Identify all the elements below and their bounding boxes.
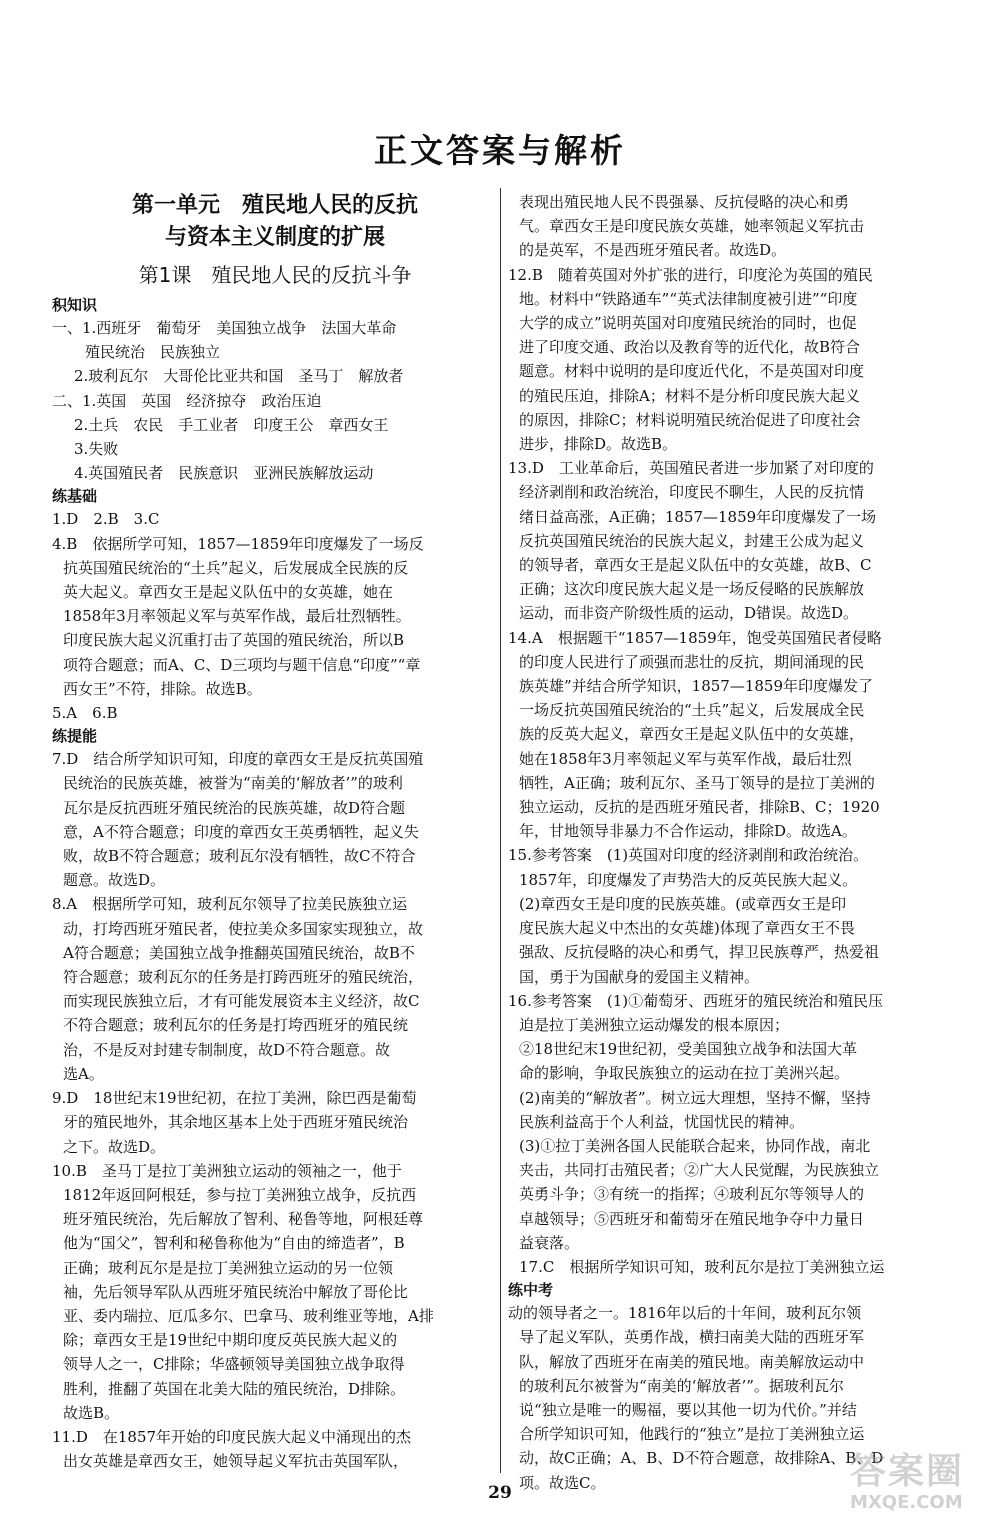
answer-line: 表现出殖民地人民不畏强暴、反抗侵略的决心和勇	[519, 193, 850, 211]
answer-line: 牙的殖民地外，其余地区基本上处于西班牙殖民统治	[63, 1113, 409, 1132]
answer-line: 7.D 结合所学知识可知，印度的章西女王是反抗英国殖	[52, 750, 424, 769]
answer-line: 17.C 根据所学知识可知，玻利瓦尔是拉丁美洲独立运	[519, 1257, 885, 1276]
answer-line: 经济剥削和政治统治，印度民不聊生，人民的反抗情	[519, 483, 865, 502]
answer-line: 9.D 18世纪末19世纪初，在拉丁美洲，除巴西是葡萄	[52, 1089, 417, 1108]
answer-line: 她在1858年3月率领起义军与英军作战，最后壮烈	[519, 749, 852, 768]
answer-line: 强敌、反抗侵略的决心和勇气，捍卫民族尊严，热爱祖	[519, 943, 880, 962]
answer-line: 英大起义。章西女王是起义队伍中的女英雄，她在	[63, 583, 394, 602]
answer-line: 印度民族大起义沉重打击了英国的殖民统治，所以B	[63, 631, 405, 650]
answer-line: 殖民统治 民族独立	[85, 343, 221, 362]
answer-line: 正确；玻利瓦尔是是拉丁美洲独立运动的另一位领	[63, 1258, 394, 1277]
answer-line: 亚、委内瑞拉、厄瓜多尔、巴拿马、玻利维亚等地，A排	[63, 1306, 434, 1325]
answer-line: 出女英雄是章西女王，她领导起义军抗击英国军队，	[63, 1452, 409, 1471]
answer-line: 国，勇于为国献身的爱国主义精神。	[519, 967, 760, 986]
answer-line: 年，甘地领导非暴力不合作运动，排除D。故选A。	[519, 822, 857, 841]
answer-line: 3.失败	[74, 440, 119, 459]
watermark-sig: 答案圈	[850, 1451, 965, 1492]
answer-line: 绪日益高涨，A正确；1857—1859年印度爆发了一场	[519, 507, 877, 526]
left-column	[52, 190, 498, 1473]
lesson-title: 第1课 殖民地人民的反抗斗争	[138, 263, 412, 287]
answer-line: 2.玻利瓦尔 大哥伦比亚共和国 圣马丁 解放者	[74, 367, 404, 386]
section-heading-zhongkao: 练中考	[508, 1281, 554, 1300]
watermark-url: MXQE.COM	[850, 1492, 963, 1513]
answer-line: 的原因，排除C；材料说明殖民统治促进了印度社会	[519, 410, 861, 429]
answer-line: 2.土兵 农民 手工业者 印度王公 章西女王	[74, 415, 389, 434]
answer-line: 不符合题意；玻利瓦尔的任务是打垮西班牙的殖民统	[63, 1016, 409, 1035]
answer-line: 选A。	[63, 1064, 104, 1083]
answer-line: 动，故C正确；A、B、D不符合题意，故排除A、B、D	[519, 1449, 884, 1468]
answer-line: 民族利益高于个人利益，忧国忧民的精神。	[519, 1112, 805, 1131]
answer-line: 领导人之一，C排除；华盛顿领导美国独立战争取得	[63, 1355, 405, 1374]
answer-line: 度民族大起义中杰出的女英雄)体现了章西女王不畏	[519, 919, 855, 938]
unit-title-line-2: 与资本主义制度的扩展	[164, 225, 385, 250]
answer-line: 反抗英国殖民统治的民族大起义，封建王公成为起义	[519, 531, 865, 550]
section-heading-jichu: 练基础	[52, 487, 98, 506]
answer-line: 西女王”不符，排除。故选B。	[63, 679, 262, 698]
answer-line: 抗英国殖民统治的“土兵”起义，后发展成全民族的反	[63, 558, 409, 577]
answer-line: 意，A不符合题意；印度的章西女王英勇牺牲，起义失	[63, 822, 419, 841]
answer-line: 二、1.英国 英国 经济掠夺 政治压迫	[52, 391, 322, 410]
answer-line: 地。材料中“铁路通车”“英式法律制度被引进”“印度	[519, 289, 858, 308]
right-column	[508, 190, 954, 1495]
answer-line: 14.A 根据题干“1857—1859年，饱受英国殖民者侵略	[508, 628, 882, 647]
answer-line: 进了印度交通、政治以及教育等的近代化，故B符合	[519, 338, 861, 357]
answer-line: 5.A 6.B	[52, 704, 118, 723]
page-number: 29	[488, 1483, 512, 1503]
answer-line: 1812年返回阿根廷，参与拉丁美洲独立战争，反抗西	[63, 1185, 417, 1204]
answer-line: 10.B 圣马丁是拉丁美洲独立运动的领袖之一，他于	[52, 1161, 402, 1180]
column-divider	[500, 188, 501, 1473]
answer-line: 的玻利瓦尔被誉为“南美的‘解放者’”。据玻利瓦尔	[519, 1376, 844, 1395]
answer-line: 气。章西女王是印度民族女英雄，她率领起义军抗击	[519, 217, 865, 236]
answer-line: 4.英国殖民者 民族意识 亚洲民族解放运动	[74, 464, 374, 483]
answer-line: 益衰落。	[519, 1233, 580, 1252]
answer-line: 1858年3月率领起义军与英军作战，最后壮烈牺牲。	[63, 607, 411, 626]
answer-line: 故选B。	[63, 1403, 120, 1422]
answer-line: 15.参考答案 (1)英国对印度的经济剥削和政治统治。	[508, 846, 869, 865]
answer-line: 之下。故选D。	[63, 1137, 166, 1156]
answer-line: 而实现民族独立后，才有可能发展资本主义经济，故C	[63, 992, 420, 1011]
answer-line: ②18世纪末19世纪初，受美国独立战争和法国大革	[519, 1040, 858, 1059]
watermark-logo	[850, 1452, 1000, 1518]
answer-line: 1.D 2.B 3.C	[52, 510, 160, 529]
answer-line: 除；章西女王是19世纪中期印度反英民族大起义的	[63, 1331, 398, 1350]
answer-line: 动，打垮西班牙殖民者，使拉美众多国家实现独立，故	[63, 919, 424, 938]
answer-line: 一场反抗英国殖民统治的“土兵”起义，后发展成全民	[519, 701, 865, 720]
unit-title-line-1: 第一单元 殖民地人民的反抗	[131, 193, 418, 218]
answer-line: 合所学知识可知，他践行的“独立”是拉丁美洲独立运	[519, 1425, 865, 1444]
answer-line: 的殖民压迫，排除A；材料不是分析印度民族大起义	[519, 386, 860, 405]
answer-line: 的是英军，不是西班牙殖民者。故选D。	[519, 241, 787, 260]
answer-line: 13.D 工业革命后，英国殖民者进一步加紧了对印度的	[508, 459, 874, 478]
answer-line: 族的反英大起义，章西女王是起义队伍中的女英雄，	[519, 725, 865, 744]
answer-line: 独立运动，反抗的是西班牙殖民者，排除B、C；1920	[519, 798, 880, 817]
section-heading-tineng: 练提能	[52, 727, 98, 746]
answer-line: 牺牲，A正确；玻利瓦尔、圣马丁领导的是拉丁美洲的	[519, 773, 875, 792]
answer-line: 12.B 随着英国对外扩张的进行，印度沦为英国的殖民	[508, 265, 873, 284]
answer-line: 16.参考答案 (1)①葡萄牙、西班牙的殖民统治和殖民压	[508, 991, 884, 1010]
answer-line: 民统治的民族英雄，被誉为“南美的‘解放者’”的玻利	[63, 774, 403, 793]
answer-line: 迫是拉丁美洲独立运动爆发的根本原因；	[519, 1015, 790, 1034]
section-heading-jizhishi: 积知识	[52, 296, 98, 314]
answer-line: (2)章西女王是印度的民族英雄。(或章西女王是印	[519, 894, 847, 913]
answer-line: 袖，先后领导军队从西班牙殖民统治中解放了哥伦比	[63, 1282, 409, 1301]
answer-line: (3)①拉丁美洲各国人民能联合起来，协同作战，南北	[519, 1136, 871, 1155]
answer-line: 符合题意；玻利瓦尔的任务是打跨西班牙的殖民统治，	[63, 968, 424, 987]
answer-line: 题意。材料中说明的是印度近代化，不是英国对印度	[519, 362, 865, 381]
answer-line: 命的影响，争取民族独立的运动在拉丁美洲兴起。	[519, 1064, 850, 1083]
answer-line: 夹击，共同打击殖民者；②广大人民觉醒，为民族独立	[519, 1161, 880, 1180]
answer-line: 8.A 根据所学可知，玻利瓦尔领导了拉美民族独立运	[52, 895, 408, 914]
answer-line: 运动，而非资产阶级性质的运动，D错误。故选D。	[519, 604, 859, 623]
answer-line: 瓦尔是反抗西班牙殖民统治的民族英雄，故D符合题	[63, 798, 406, 817]
answer-line: 班牙殖民统治，先后解放了智利、秘鲁等地，阿根廷尊	[63, 1210, 424, 1229]
answer-line: 一、1.西班牙 葡萄牙 美国独立战争 法国大革命	[52, 319, 397, 337]
answer-line: 导了起义军队，英勇作战，横扫南美大陆的西班牙军	[519, 1328, 865, 1347]
answer-line: 题意。故选D。	[63, 871, 166, 890]
page-title: 正文答案与解析	[374, 131, 626, 170]
answer-line: 4.B 依据所学可知，1857—1859年印度爆发了一场反	[52, 534, 424, 553]
answer-line: 项。故选C。	[519, 1473, 606, 1492]
answer-line: 说“独立是唯一的赐福，要以其他一切为代价。”并结	[519, 1400, 857, 1419]
answer-line: 败，故B不符合题意；玻利瓦尔没有牺牲，故C不符合	[63, 847, 416, 866]
answer-line: 正确；这次印度民族大起义是一场反侵略的民族解放	[519, 580, 865, 599]
answer-line: 大学的成立”说明英国对印度殖民统治的同时，也促	[519, 314, 857, 333]
answer-line: 动的领导者之一。1816年以后的十年间，玻利瓦尔领	[508, 1304, 862, 1323]
answer-line: 1857年，印度爆发了声势浩大的反英民族大起义。	[519, 870, 858, 889]
answer-line: 族英雄”并结合所学知识，1857—1859年印度爆发了	[519, 677, 874, 696]
answer-line: 进步，排除D。故选B。	[519, 435, 678, 454]
answer-line: 队，解放了西班牙在南美的殖民地。南美解放运动中	[519, 1352, 865, 1371]
answer-line: 的印度人民进行了顽强而悲壮的反抗，期间涌现的民	[519, 652, 865, 671]
answer-line: 卓越领导；⑤西班牙和葡萄牙在殖民地争夺中力量日	[519, 1209, 865, 1228]
answer-line: (2)南美的“解放者”。树立远大理想，坚持不懈，坚持	[519, 1088, 871, 1107]
answer-line: 11.D 在1857年开始的印度民族大起义中涌现出的杰	[52, 1427, 412, 1446]
answer-line: 胜利，推翻了英国在北美大陆的殖民统治，D排除。	[63, 1379, 406, 1398]
answer-line: 的领导者，章西女王是起义队伍中的女英雄，故B、C	[519, 556, 872, 575]
answer-line: 英勇斗争；③有统一的指挥；④玻利瓦尔等领导人的	[519, 1185, 865, 1204]
answer-line: A符合题意；美国独立战争推翻英国殖民统治，故B不	[63, 943, 415, 962]
answer-line: 项符合题意；而A、C、D三项均与题干信息“印度”“章	[63, 655, 421, 674]
answer-line: 他为“国父”，智利和秘鲁称他为“自由的缔造者”，B	[63, 1234, 405, 1253]
answer-line: 治，不是反对封建专制制度，故D不符合题意。故	[63, 1040, 391, 1059]
